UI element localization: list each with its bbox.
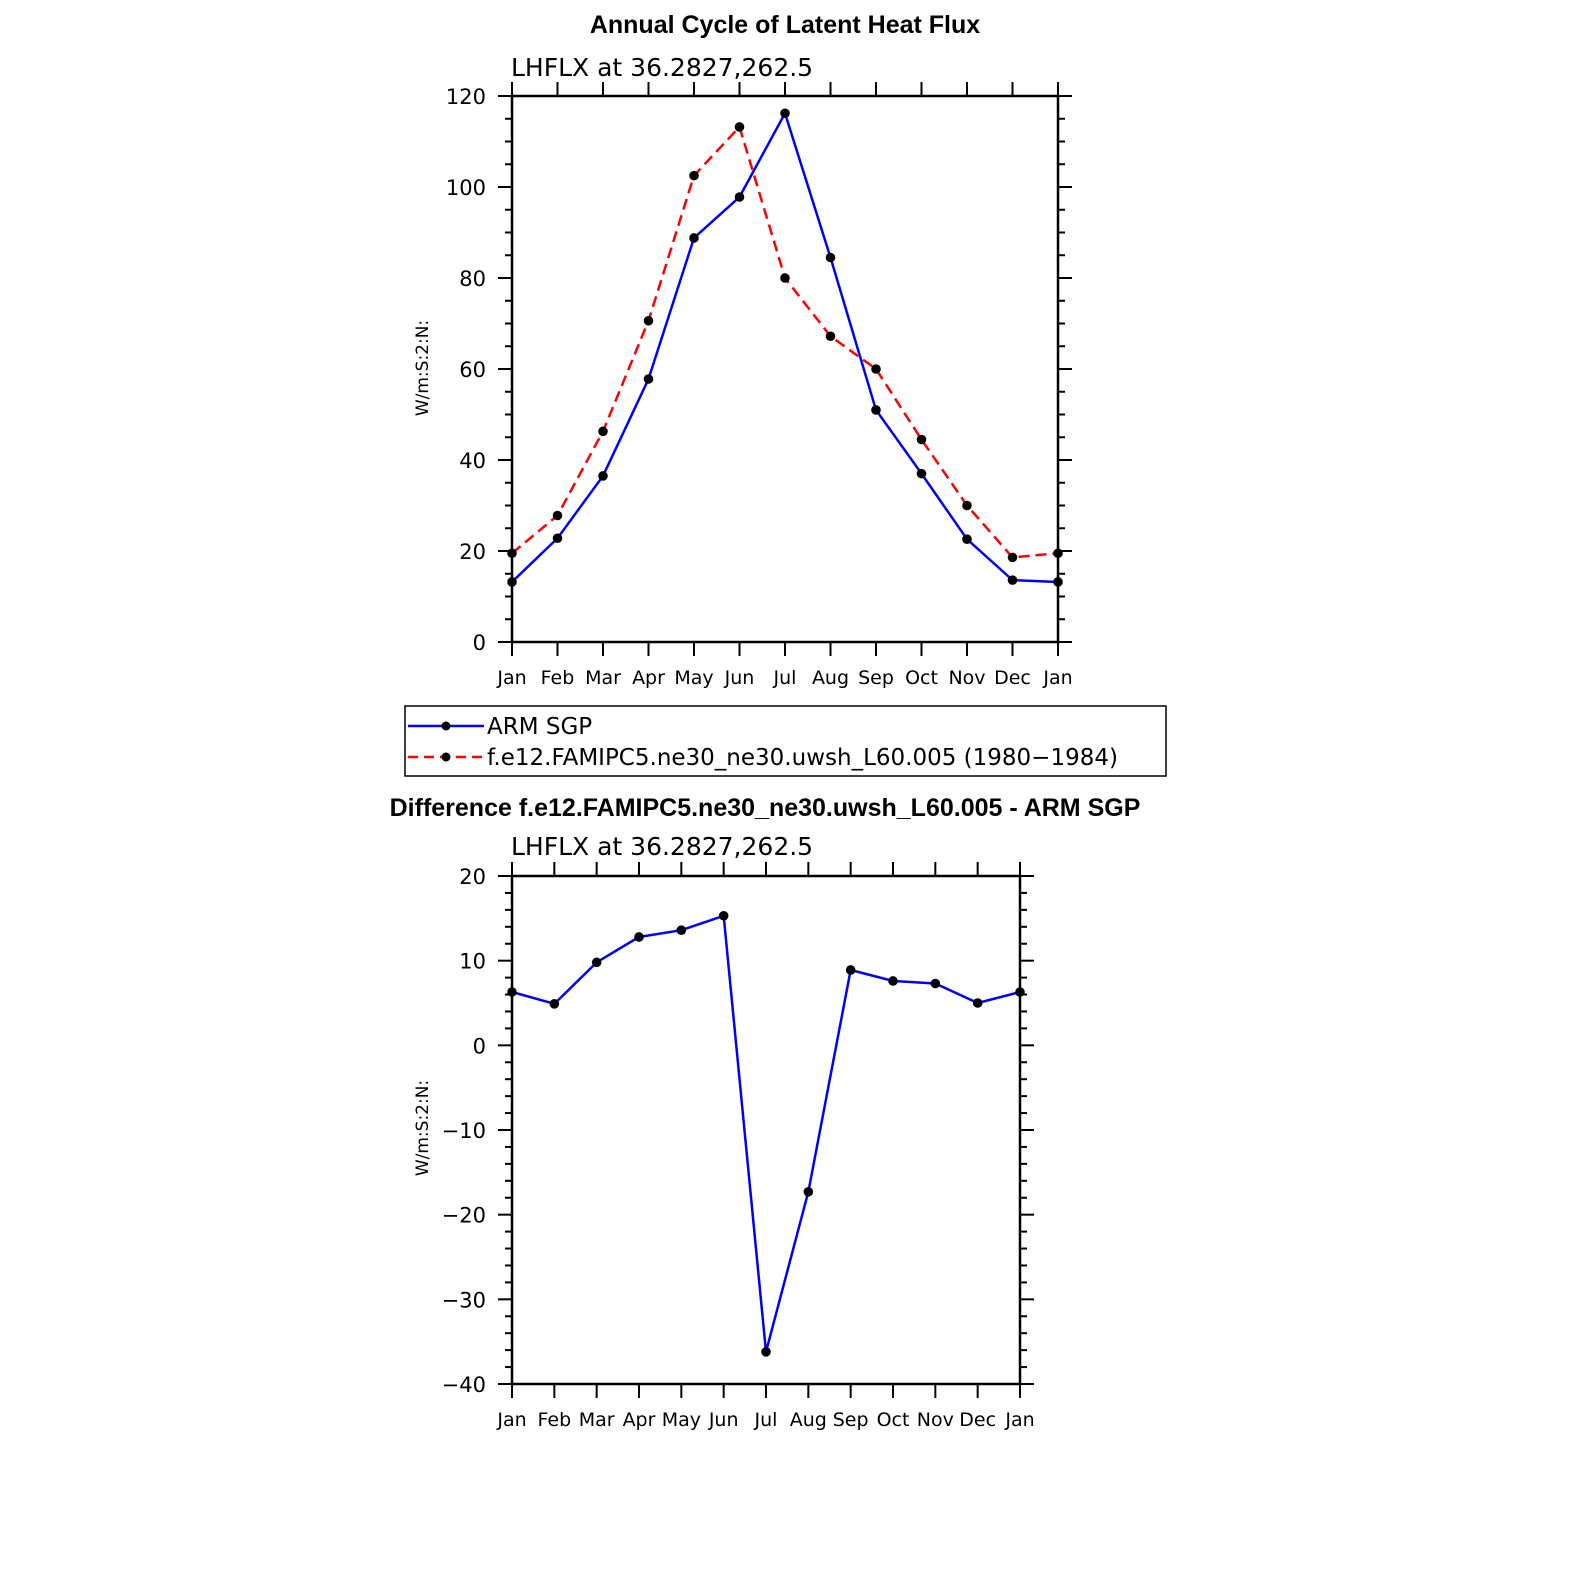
chart-1-series-0-point <box>553 533 563 543</box>
chart-2-y-tick-label: −20 <box>441 1203 486 1228</box>
chart-1-frame <box>512 96 1058 642</box>
chart-1-x-tick-label: Jun <box>724 667 755 689</box>
chart-1-series-1-point <box>553 511 563 521</box>
chart-1-x-tick-label: Oct <box>905 667 938 689</box>
chart-2-y-tick-label: 0 <box>472 1034 486 1059</box>
legend-label-model: f.e12.FAMIPC5.ne30_ne30.uwsh_L60.005 (1980−1984) <box>487 745 1118 771</box>
chart-2-y-tick-label: 20 <box>459 865 486 889</box>
chart-1-series-0-point <box>598 471 608 481</box>
chart-2-x-tick-label: Oct <box>876 1409 910 1431</box>
chart-1-series-1-point <box>962 501 972 511</box>
chart-2-x-tick-label: Sep <box>832 1409 869 1431</box>
chart-1-series-1-point <box>871 364 881 374</box>
chart-1-series-0-point <box>780 108 790 118</box>
chart-1-series-1-point <box>826 331 836 341</box>
legend-marker-model <box>442 753 451 762</box>
chart-2-x-tick-label: Dec <box>959 1409 997 1431</box>
chart-1-x-tick-label: Apr <box>632 667 665 689</box>
chart-2-series-0-point <box>507 987 517 997</box>
chart-2-series-0-point <box>846 965 856 975</box>
chart-1-series-1-point <box>507 548 517 558</box>
chart-1-series-0-point <box>735 192 745 202</box>
chart-2-series-0-point <box>973 998 983 1008</box>
chart-1-x-tick-label: May <box>674 667 714 689</box>
chart-1-series-0-point <box>644 374 654 384</box>
chart-1-y-tick-label: 80 <box>459 267 486 291</box>
chart-2-x-tick-label: May <box>661 1409 701 1431</box>
chart-2-x-tick-label: Aug <box>789 1409 827 1431</box>
chart-2-series-0-point <box>592 958 602 968</box>
chart-2-series-0-point <box>719 911 729 921</box>
chart-2-x-tick-label: Feb <box>537 1409 572 1431</box>
chart-1-series-0-point <box>507 577 517 587</box>
chart-2-series-0-point <box>677 925 687 935</box>
chart-1-series-0-point <box>826 253 836 263</box>
chart-1-y-tick-label: 40 <box>459 449 486 473</box>
chart-2-y-tick-label: −40 <box>441 1373 486 1397</box>
chart-2-series-0-point <box>634 932 644 942</box>
chart-2-series-0-point <box>888 976 898 986</box>
chart-2-x-tick-label: Mar <box>578 1409 615 1431</box>
chart-1-y-tick-label: 120 <box>445 85 486 109</box>
chart-2-x-tick-label: Jul <box>754 1409 778 1431</box>
chart-2-y-axis-label: W/m:S:2:N: <box>413 1079 433 1177</box>
chart-2-plot <box>442 862 1035 1431</box>
chart-1-subtitle: LHFLX at 36.2827,262.5 <box>511 53 814 82</box>
chart-1-x-tick-label: Aug <box>811 667 850 689</box>
chart-1-x-tick-label: Jan <box>1043 667 1073 689</box>
chart-1-x-tick-label: Sep <box>858 667 894 689</box>
chart-2-x-tick-label: Apr <box>622 1409 656 1431</box>
chart-2-series-0-point <box>761 1347 771 1357</box>
chart-1-series-1-point <box>598 427 608 437</box>
chart-1-x-tick-label: Mar <box>585 667 621 689</box>
chart-2-title: Difference f.e12.FAMIPC5.ne30_ne30.uwsh_L60.005 - ARM SGP <box>389 794 1141 822</box>
chart-1-y-tick-label: 20 <box>459 540 486 564</box>
chart-1-x-tick-label: Nov <box>948 667 986 689</box>
chart-1-series-0-point <box>1008 575 1018 585</box>
chart-2-x-tick-label: Nov <box>916 1409 954 1431</box>
chart-2-series-0-line <box>512 916 1020 1352</box>
chart-1-x-tick-label: Jan <box>497 667 527 689</box>
chart-2-subtitle: LHFLX at 36.2827,262.5 <box>511 832 814 861</box>
chart-1-x-tick-label: Dec <box>994 667 1031 689</box>
chart-1-series-1-line <box>512 127 1058 557</box>
chart-2-y-tick-label: −10 <box>441 1119 486 1143</box>
chart-1-y-axis-label: W/m:S:2:N: <box>413 319 433 417</box>
chart-1-title: Annual Cycle of Latent Heat Flux <box>589 11 981 39</box>
chart-1-series-0-point <box>689 233 699 243</box>
legend <box>405 706 1166 776</box>
chart-1-series-1-point <box>780 273 790 283</box>
chart-2-x-tick-label: Jan <box>1005 1409 1035 1431</box>
chart-2-series-0-point <box>931 979 941 989</box>
legend-marker-arm-sgp <box>442 722 451 731</box>
chart-1-series-1-point <box>644 316 654 326</box>
chart-1-series-0-point <box>962 534 972 544</box>
chart-1-y-tick-label: 60 <box>459 358 486 382</box>
chart-2-x-tick-label: Jan <box>497 1409 527 1431</box>
chart-1-x-tick-label: Jul <box>773 667 797 689</box>
chart-1-series-1-point <box>735 122 745 132</box>
chart-1-series-0-point <box>1053 577 1063 587</box>
legend-label-arm-sgp: ARM SGP <box>487 714 593 740</box>
chart-2-x-tick-label: Jun <box>708 1409 739 1431</box>
chart-1-series-0-point <box>917 469 927 479</box>
chart-1-series-1-point <box>917 435 927 445</box>
chart-2-frame <box>512 876 1020 1384</box>
chart-1-y-tick-label: 0 <box>472 631 486 655</box>
chart-2-y-tick-label: −30 <box>441 1288 486 1313</box>
chart-2-series-0-point <box>550 999 560 1009</box>
chart-2-series-0-point <box>804 1187 814 1197</box>
chart-1-plot <box>446 82 1073 689</box>
chart-1-series-0-line <box>512 113 1058 582</box>
chart-1-series-0-point <box>871 405 881 415</box>
chart-1-series-1-point <box>1008 553 1018 563</box>
chart-1-y-tick-label: 100 <box>445 176 486 200</box>
chart-1-series-1-point <box>1053 548 1063 558</box>
chart-2-y-tick-label: 10 <box>459 949 486 974</box>
chart-2-series-0-point <box>1015 987 1025 997</box>
chart-1-series-1-point <box>689 171 699 181</box>
chart-1-x-tick-label: Feb <box>540 667 575 689</box>
